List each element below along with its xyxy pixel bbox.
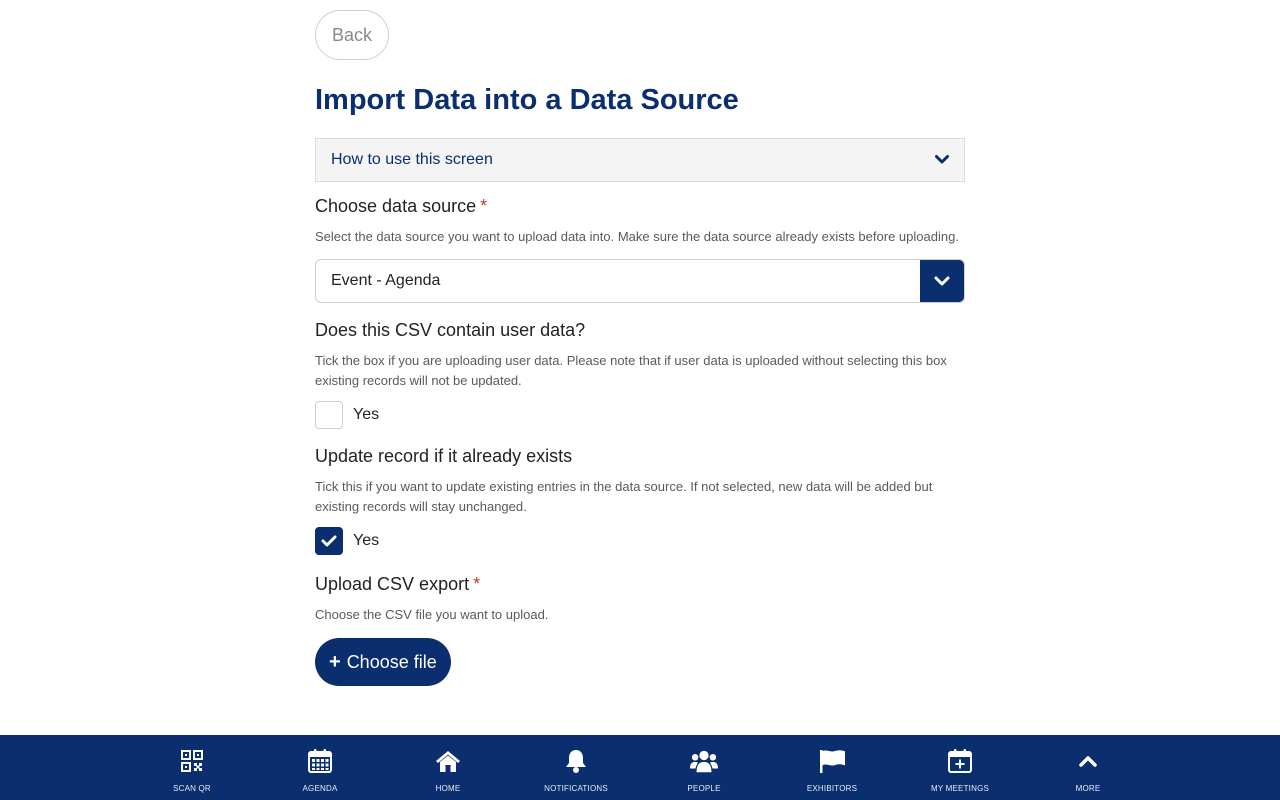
required-mark: * <box>480 196 488 216</box>
user-data-option <box>315 401 965 429</box>
nav-label: AGENDA <box>302 784 338 793</box>
data-source-label: Choose data source * <box>315 196 488 216</box>
choose-file-button[interactable] <box>315 638 451 686</box>
import-form <box>315 10 965 686</box>
nav-item-my-meetings[interactable] <box>896 735 1024 800</box>
update-record-option <box>315 527 965 555</box>
nav-item-exhibitors[interactable] <box>768 735 896 800</box>
nav-label: EXHIBITORS <box>806 784 858 793</box>
user-data-checkbox[interactable] <box>315 401 343 429</box>
accordion-label: How to use this screen <box>331 151 493 168</box>
calendar-plus-icon <box>946 747 974 775</box>
bottom-navigation <box>0 735 1280 800</box>
data-source-selected-value: Event - Agenda <box>331 272 441 289</box>
update-record-help: Tick this if you want to update existing entries in the data source. If not selected, new data will be added but existing records will stay unchanged. <box>315 479 933 514</box>
how-to-use-accordion[interactable] <box>315 138 965 182</box>
nav-item-home[interactable] <box>384 735 512 800</box>
people-icon <box>690 747 718 775</box>
qr-code-icon <box>178 747 206 775</box>
calendar-icon <box>306 747 334 775</box>
update-record-checkbox[interactable] <box>315 527 343 555</box>
update-record-option-label: Yes <box>353 532 380 549</box>
user-data-section <box>315 319 965 429</box>
nav-label: HOME <box>435 784 461 793</box>
nav-item-agenda[interactable] <box>256 735 384 800</box>
select-toggle-button[interactable] <box>920 260 964 302</box>
required-mark: * <box>473 574 481 594</box>
upload-label: Upload CSV export * <box>315 574 481 594</box>
flag-icon <box>818 747 846 775</box>
user-data-option-label: Yes <box>353 406 380 423</box>
update-record-label: Update record if it already exists <box>315 446 573 466</box>
chevron-down-icon <box>934 276 950 287</box>
nav-label: MORE <box>1075 784 1101 793</box>
data-source-section <box>315 195 965 303</box>
choose-file-label: Choose file <box>346 651 437 672</box>
nav-label: PEOPLE <box>687 784 721 793</box>
upload-section <box>315 573 965 686</box>
user-data-help: Tick the box if you are uploading user data. Please note that if user data is uploaded without selecting this box existing records will not be updated. <box>315 353 947 388</box>
nav-label: MY MEETINGS <box>930 784 990 793</box>
data-source-select[interactable] <box>315 259 965 303</box>
update-record-section <box>315 445 965 555</box>
home-icon <box>434 747 462 775</box>
data-source-help: Select the data source you want to upload data into. Make sure the data source already exists before uploading. <box>315 229 959 244</box>
checkmark-icon <box>321 535 337 547</box>
chevron-up-icon <box>1074 747 1102 775</box>
page-title: Import Data into a Data Source <box>315 84 739 116</box>
nav-item-more[interactable] <box>1024 735 1152 800</box>
upload-help: Choose the CSV file you want to upload. <box>315 607 549 622</box>
bell-icon <box>562 747 590 775</box>
user-data-label: Does this CSV contain user data? <box>315 320 586 340</box>
nav-item-notifications[interactable] <box>512 735 640 800</box>
back-button[interactable]: Back <box>315 10 389 60</box>
plus-icon: + <box>329 650 341 673</box>
nav-item-people[interactable] <box>640 735 768 800</box>
nav-label: NOTIFICATIONS <box>544 784 608 793</box>
chevron-down-icon <box>935 155 949 165</box>
nav-item-scan-qr[interactable] <box>128 735 256 800</box>
nav-label: SCAN QR <box>173 784 211 793</box>
